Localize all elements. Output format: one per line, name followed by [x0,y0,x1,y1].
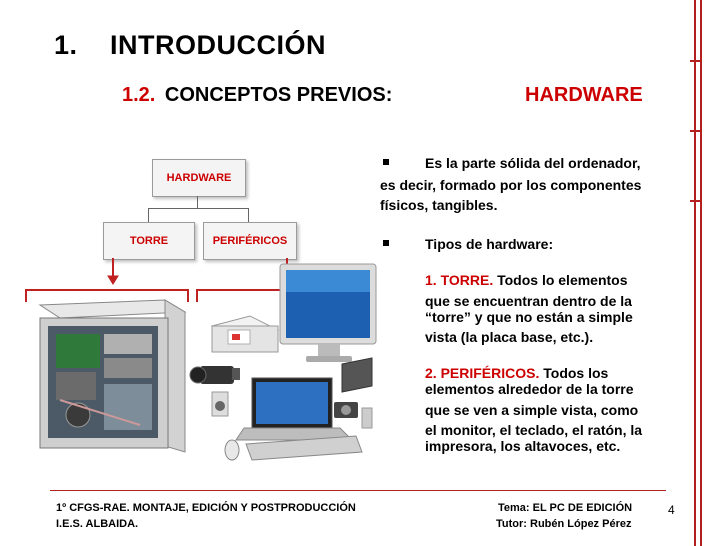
definition-line-3: físicos, tangibles. [380,197,498,213]
subtitle-text: CONCEPTOS PREVIOS: [164,84,393,106]
footer-divider [50,490,666,491]
monitor-icon [280,264,376,362]
torre-line-2: que se encuentran dentro de la [425,293,632,309]
perifericos-line-5: impresora, los altavoces, etc. [425,438,621,454]
diagram-torre-label: TORRE [129,235,169,247]
title-text: INTRODUCCIÓN [110,30,326,60]
torre-line-4: vista (la placa base, etc.). [425,329,594,345]
footer-tutor: Tutor: Rubén López Pérez [496,518,632,530]
torre-label: 1. TORRE. [425,272,494,288]
torre-text-1: Todos lo elementos [497,272,628,288]
perifericos-line-1 [425,365,608,382]
perifericos-line-2: elementos alrededor de la torre [425,381,634,397]
perifericos-label: 2. PERIFÉRICOS. [425,365,540,381]
perifericos-text-1: Todos los [543,365,609,381]
printer-icon [212,316,278,352]
camcorder-icon [190,366,240,384]
bullet-1 [383,159,389,165]
diagram-perifericos-label: PERIFÉRICOS [212,235,288,247]
perifericos-line-4: el monitor, el teclado, el ratón, la [425,422,643,438]
bullet-2 [383,240,389,246]
footer-school: I.E.S. ALBAIDA. [56,518,139,530]
scanner-icon [342,358,372,392]
arrow-torre [108,258,118,284]
pc-tower-icon [40,300,185,452]
title-number: 1. [54,30,78,60]
diagram-root-label: HARDWARE [166,172,232,184]
types-heading: Tipos de hardware: [425,236,554,252]
subtitle-number: 1.2. [122,84,156,106]
perifericos-line-3: que se ven a simple vista, como [425,402,639,418]
mouse-icon [225,440,239,460]
footer-topic: Tema: EL PC DE EDICIÓN [498,502,633,514]
subtitle-topic: HARDWARE [525,84,643,106]
torre-line-1 [425,272,628,289]
page-number: 4 [668,503,675,517]
definition-line-2: es decir, formado por los componentes [380,177,642,193]
footer-course: 1º CFGS-RAE. MONTAJE, EDICIÓN Y POSTPRODUCCIÓN [56,502,356,514]
torre-line-3: “torre” y que no están a simple [425,309,633,325]
digital-camera-icon [334,402,358,418]
definition-line-1: Es la parte sólida del ordenador, [425,155,641,171]
